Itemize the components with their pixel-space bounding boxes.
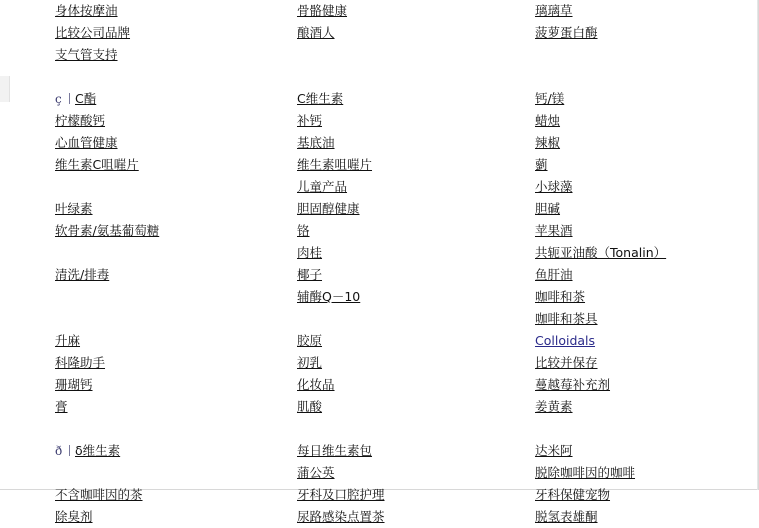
page-edge [757,0,758,490]
category-link[interactable]: 脱氢表雄酮 [535,509,598,524]
link-row [535,440,759,462]
category-link[interactable]: 珊瑚钙 [55,377,93,392]
link-row [55,220,295,242]
left-gutter-marker [0,76,10,102]
category-link[interactable]: 脱除咖啡因的咖啡 [535,465,636,480]
category-link[interactable]: 维生素C咀嘊片 [55,157,139,172]
link-row [535,484,759,506]
category-link[interactable]: 钙/镁 [535,91,565,106]
link-row [297,330,532,352]
link-row [55,198,295,220]
category-link[interactable]: 不含咖啡因的茶 [55,487,143,502]
link-row [535,198,759,220]
category-link[interactable]: 辣椒 [535,135,561,150]
category-link[interactable]: C维生素 [297,91,344,106]
row-spacer [535,418,759,440]
category-link[interactable]: 初乳 [297,355,323,370]
category-link[interactable]: 达米阿 [535,443,573,458]
link-row [297,506,532,528]
link-column-1 [55,0,295,528]
link-row [535,352,759,374]
link-row [55,484,295,506]
link-row [297,462,532,484]
category-link[interactable]: 比较并保存 [535,355,598,370]
category-link[interactable]: 儿童产品 [297,179,348,194]
row-spacer [535,44,759,66]
category-link[interactable]: 牙科及口腔护理 [297,487,385,502]
link-row [535,0,759,22]
category-link[interactable]: 比较公司品牌 [55,25,131,40]
category-link[interactable]: 每日维生素包 [297,443,373,458]
link-row [535,242,759,264]
row-spacer [297,66,532,88]
category-link[interactable]: 小球藻 [535,179,573,194]
link-row [55,506,295,528]
link-row [55,264,295,286]
link-row [297,242,532,264]
link-row [55,132,295,154]
link-row [297,264,532,286]
link-row [297,176,532,198]
row-spacer [55,286,295,308]
row-spacer [297,44,532,66]
link-column-3 [535,0,759,528]
link-row [297,440,532,462]
category-link[interactable]: 蜡烛 [535,113,561,128]
link-row [55,352,295,374]
category-link[interactable]: 蒲公英 [297,465,335,480]
link-row [55,396,295,418]
link-row [535,286,759,308]
category-link[interactable]: 尿路感染点置茶 [297,509,385,524]
row-spacer [55,462,295,484]
category-link[interactable]: 胆固醇健康 [297,201,360,216]
section-bullet-icon: ð [55,444,63,458]
link-row [297,110,532,132]
link-row [55,154,295,176]
link-row [297,154,532,176]
category-link[interactable]: Colloidals [535,333,596,348]
link-row [55,22,295,44]
link-row [55,374,295,396]
row-spacer [297,418,532,440]
link-row [535,396,759,418]
link-row [535,22,759,44]
category-link[interactable]: 菠萝蛋白酶 [535,25,598,40]
link-row [535,374,759,396]
category-link[interactable]: 化妆品 [297,377,335,392]
category-link[interactable]: 柠檬酸钙 [55,113,106,128]
category-link[interactable]: 藰 [535,157,548,172]
category-link[interactable]: 胶原 [297,333,323,348]
link-row [55,330,295,352]
category-link[interactable]: 叶绿素 [55,201,93,216]
category-link[interactable]: 酿酒人 [297,25,335,40]
category-link[interactable]: C酯 [75,91,97,106]
link-row [55,110,295,132]
category-link[interactable]: 蔓越莓补充剂 [535,377,611,392]
link-row [535,154,759,176]
category-link[interactable]: 璃璃草 [535,3,573,18]
link-row [297,396,532,418]
category-link[interactable]: 补钙 [297,113,323,128]
link-row [297,22,532,44]
category-link[interactable]: 升麻 [55,333,81,348]
category-link[interactable]: 基底油 [297,135,335,150]
row-spacer [55,242,295,264]
row-spacer [55,176,295,198]
category-link[interactable]: 苹果酒 [535,223,573,238]
link-row [535,110,759,132]
link-row [535,506,759,528]
category-link[interactable]: 软骨素/氨基葡萄糖 [55,223,160,238]
category-link[interactable]: 铬 [297,223,310,238]
category-link[interactable]: 姜黄素 [535,399,573,414]
category-link[interactable]: 肌酸 [297,399,323,414]
category-link[interactable]: δ维生素 [75,443,121,458]
category-link[interactable]: 椰子 [297,267,323,282]
category-link[interactable]: 辅酶Q－10 [297,289,361,304]
category-link[interactable]: 共轭亚油酸（Tonalin） [535,245,667,260]
link-row [535,462,759,484]
row-spacer [55,418,295,440]
link-row [55,0,295,22]
link-row [535,308,759,330]
category-link[interactable]: 咖啡和茶 [535,289,586,304]
link-row [535,132,759,154]
category-link[interactable]: 心血管健康 [55,135,118,150]
link-row [535,88,759,110]
link-row [535,330,759,352]
link-row [535,264,759,286]
section-divider-bar [69,93,70,104]
section-heading [55,440,295,462]
link-row [297,484,532,506]
link-row [297,132,532,154]
category-link[interactable]: 骨骼健康 [297,3,348,18]
link-column-2 [297,0,532,528]
link-row [297,0,532,22]
category-link[interactable]: 维生素咀嘊片 [297,157,373,172]
section-divider-bar [69,445,70,456]
link-row [297,286,532,308]
category-link[interactable]: 除臭剂 [55,509,93,524]
link-row [297,88,532,110]
link-row [297,352,532,374]
category-link[interactable]: 膏 [55,399,68,414]
section-bullet-icon: ç [55,92,62,106]
category-link[interactable]: 牙科保健宠物 [535,487,611,502]
row-spacer [535,66,759,88]
row-spacer [297,308,532,330]
category-link[interactable]: 肉桂 [297,245,323,260]
link-row [297,198,532,220]
row-spacer [55,308,295,330]
category-link[interactable]: 胆碱 [535,201,561,216]
section-heading [55,88,295,110]
link-row [535,220,759,242]
category-link[interactable]: 科隆助手 [55,355,106,370]
link-row [535,176,759,198]
category-link[interactable]: 支气管支持 [55,47,118,62]
category-link[interactable]: 鱼肝油 [535,267,573,282]
category-link[interactable]: 清洗/排毒 [55,267,110,282]
link-row [297,220,532,242]
link-row [297,374,532,396]
category-link[interactable]: 身体按摩油 [55,3,118,18]
category-link[interactable]: 咖啡和茶具 [535,311,598,326]
link-row [55,44,295,66]
row-spacer [55,66,295,88]
